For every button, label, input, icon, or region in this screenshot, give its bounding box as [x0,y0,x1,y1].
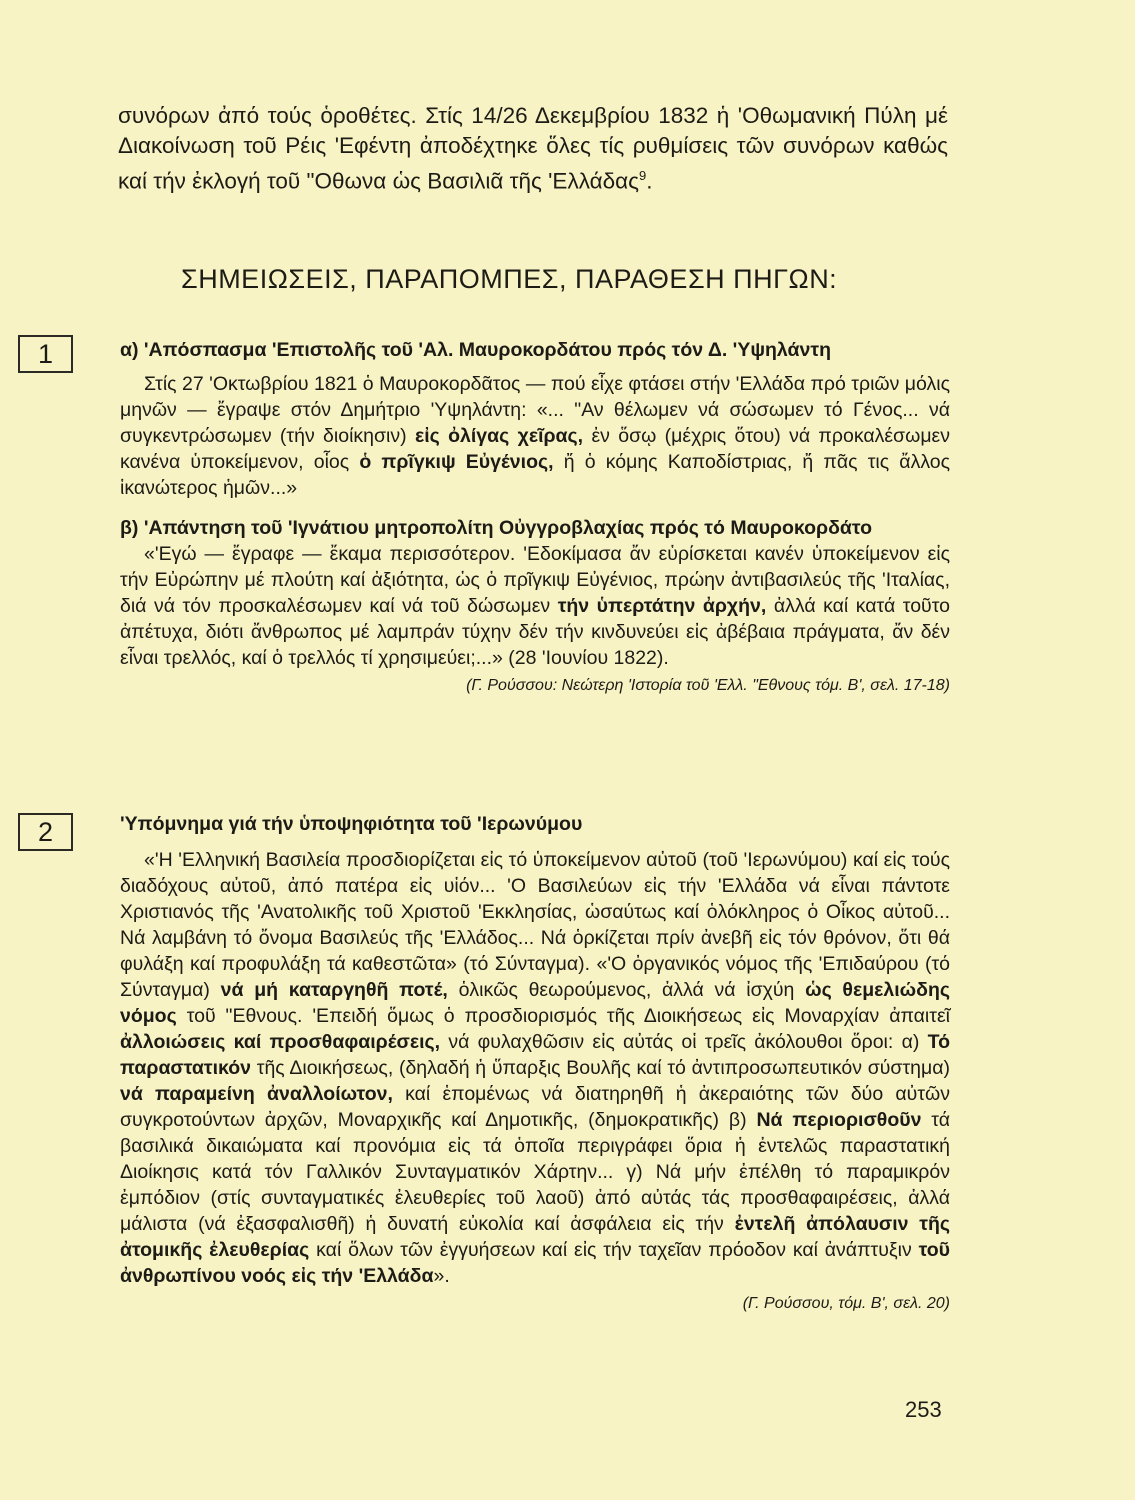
page-number: 253 [905,1397,942,1422]
intro-end: . [646,168,653,194]
intro-text: συνόρων ἀπό τούς ὁροθέτες. Στίς 14/26 Δεκεμβρίου 1832 ἡ 'Οθωμανική Πύλη μέ Διακοίνωση τοῦ Ρέις 'Εφέντη ἀποδέχτηκε ὅλες τίς ρυθμίσεις τῶν συνόρων καθώς καί τήν ἐκλογή τοῦ "Οθωνα ὡς Βασιλιᾶ τῆς 'Ελλάδας [118,103,948,194]
text-run: τοῦ "Εθνους. 'Επειδή ὅμως ὁ προσδιορισμός τῆς Διοικήσεως εἰς Μοναρχίαν ἀπαιτεῖ [186,1005,950,1027]
bold-run: ὡς θεμελιώδης νόμος [120,979,951,1027]
section-2 [120,811,950,1317]
bold-run: ὁ πρῖγκιψ Εὐγένιος, [359,451,554,473]
section-marker-1: 1 [18,335,73,373]
bold-run: τήν ὑπερτάτην ἀρχήν, [557,595,767,617]
footnote-mark: 9 [638,168,647,183]
intro-paragraph [118,101,948,197]
text-run: ὁλικῶς θεωρούμενος, ἀλλά νά ἰσχύη [458,979,795,1001]
text-run: ». [433,1265,450,1287]
section-1a-text [120,371,950,501]
text-run: τῆς Διοικήσεως, (δηλαδή ἡ ὕπαρξις Βουλῆς καί τό ἀντιπροσωπευτικόν σύστημα) [256,1057,950,1079]
section-2-citation: (Γ. Ρούσσου, τόμ. Β', σελ. 20) [742,1295,950,1312]
bold-run: νά μή καταργηθῆ ποτέ, [220,979,448,1001]
section-1b-title: β) 'Απάντηση τοῦ 'Ιγνάτιου μητροπολίτη Οὐγγροβλαχίας πρός τό Μαυροκορδάτο [120,517,872,539]
bold-run: Τό παραστατικόν [120,1031,950,1079]
bold-run: εἰς ὀλίγας χεῖρας, [414,425,584,447]
section-heading: ΣΗΜΕΙΩΣΕΙΣ, ΠΑΡΑΠΟΜΠΕΣ, ΠΑΡΑΘΕΣΗ ΠΗΓΩΝ: [181,264,838,294]
section-1 [120,337,950,699]
section-1-citation: (Γ. Ρούσσου: Νεώτερη 'Ιστορία τοῦ 'Ελλ. "Εθνους τόμ. Β', σελ. 17-18) [466,677,950,694]
bold-run: ἀλλοιώσεις καί προσθαφαιρέσεις, [120,1031,441,1053]
text-run: καί ἑπομένως νά διατηρηθῆ ἡ ἀκεραιότης τῶν δύο αὐτῶν συγκροτούντων ἀρχῶν, Μοναρχικῆς καί Δημοτικῆς, (δημοκρατικῆς) β) [120,1083,950,1131]
text-run: ἤ ὁ κόμης Καποδίστριας, ἤ πᾶς τις ἄλλος ἱκανώτερος ἡμῶν...» [120,451,951,499]
text-run: καί ὅλων τῶν ἐγγυήσεων καί εἰς τήν ταχεῖαν πρόοδον καί ἀνάπτυξιν [316,1239,912,1261]
bold-run: ἐντελῆ ἀπόλαυσιν τῆς ἀτομικῆς ἐλευθερίας [120,1213,951,1261]
text-run: ἐν ὅσῳ (μέχρις ὅτου) νά προκαλέσωμεν κανένα ὑποκείμενον, οἷος [120,425,950,473]
bold-run: Νά περιορισθοῦν [756,1109,922,1131]
bold-run: τοῦ ἀνθρωπίνου νοός εἰς τήν 'Ελλάδα [120,1239,950,1287]
text-run: Στίς 27 'Οκτωβρίου 1821 ὁ Μαυροκορδᾶτος — πού εἶχε φτάσει στήν 'Ελλάδα πρό τριῶν μόλις μηνῶν — ἔγραψε στόν Δημήτριο 'Υψηλάντη: «... "Αν θέλωμεν νά σώσωμεν τό Γένος... νά συγκεντρώσωμεν (τήν διοίκησιν) [120,373,950,447]
text-run: «'Εγώ — ἔγραφε — ἔκαμα περισσότερον. 'Εδοκίμασα ἄν εὑρίσκεται κανέν ὑποκείμενον εἰς τήν Εὐρώπην μέ πλούτη καί ἀξιότητα, ὡς ὁ πρῖγκιψ Εὐγένιος, πρώην ἀντιβασιλεύς τῆς 'Ιταλίας, διά νά τόν προσκαλέσωμεν καί νά τοῦ δώσωμεν [120,543,950,617]
section-1a-title: α) 'Απόσπασμα 'Επιστολῆς τοῦ 'Αλ. Μαυροκορδάτου πρός τόν Δ. 'Υψηλάντη [120,339,831,361]
section-2-title: 'Υπόμνημα γιά τήν ὑποψηφιότητα τοῦ 'Ιερωνύμου [120,813,583,835]
text-run: ἀλλά καί κατά τοῦτο ἀπέτυχα, διότι ἄνθρωπος μέ λαμπράν τύχην δέν τήν κινδυνεύει εἰς ἀβέβαια πράγματα, ἄν δέν εἶναι τρελλός, καί ὁ τρελλός τί χρησιμεύει;...» (28 'Ιουνίου 1822). [120,595,950,669]
bold-run: νά παραμείνη ἀναλλοίωτον, [120,1083,393,1105]
section-1b-text [120,541,950,671]
text-run: τά βασιλικά δικαιώματα καί προνόμια εἰς τά ὁποῖα περιγράφει ὅρια ἡ ἐντελῶς παραστατική Διοίκησις κατά τόν Γαλλικόν Συνταγματικόν Χάρτην... γ) Νά μήν ἐπέλθη τό παραμικρόν ἐμπόδιον (στίς συνταγματικές ἐλευθερίες τοῦ λαοῦ) ἀπό αὐτάς τάς προσθαφαιρέσεις, ἀλλά μάλιστα (νά ἐξασφαλισθῆ) ἡ δυνατή εὐκολία καί ἀσφάλεια εἰς τήν [120,1109,950,1235]
text-run: «'Η 'Ελληνική Βασιλεία προσδιορίζεται εἰς τό ὑποκείμενον αὐτοῦ (τοῦ 'Ιερωνύμου) καί εἰς τούς διαδόχους αὐτοῦ, ἀπό πατέρα εἰς υἱόν... 'Ο Βασιλεύων εἰς τήν 'Ελλάδα νά εἶναι πάντοτε Χριστιανός τῆς 'Ανατολικῆς τοῦ Χριστοῦ 'Εκκλησίας, ὡσαύτως καί ὁλόκληρος ὁ Οἶκος αὐτοῦ... Νά λαμβάνη τό ὄνομα Βασιλεύς τῆς 'Ελλάδος... Νά ὁρκίζεται πρίν ἀνεβῆ εἰς τόν θρόνον, ὅτι θά φυλάξη καί προφυλάξη τά καθεστῶτα» (τό Σύνταγμα). «'Ο ὀργανικός νόμος τῆς 'Επιδαύρου (τό Σύνταγμα) [120,849,950,1001]
section-marker-2: 2 [18,813,73,851]
text-run: νά φυλαχθῶσιν εἰς αὐτάς οἱ τρεῖς ἀκόλουθοι ὅροι: α) [448,1031,920,1053]
section-2-text [120,847,950,1289]
